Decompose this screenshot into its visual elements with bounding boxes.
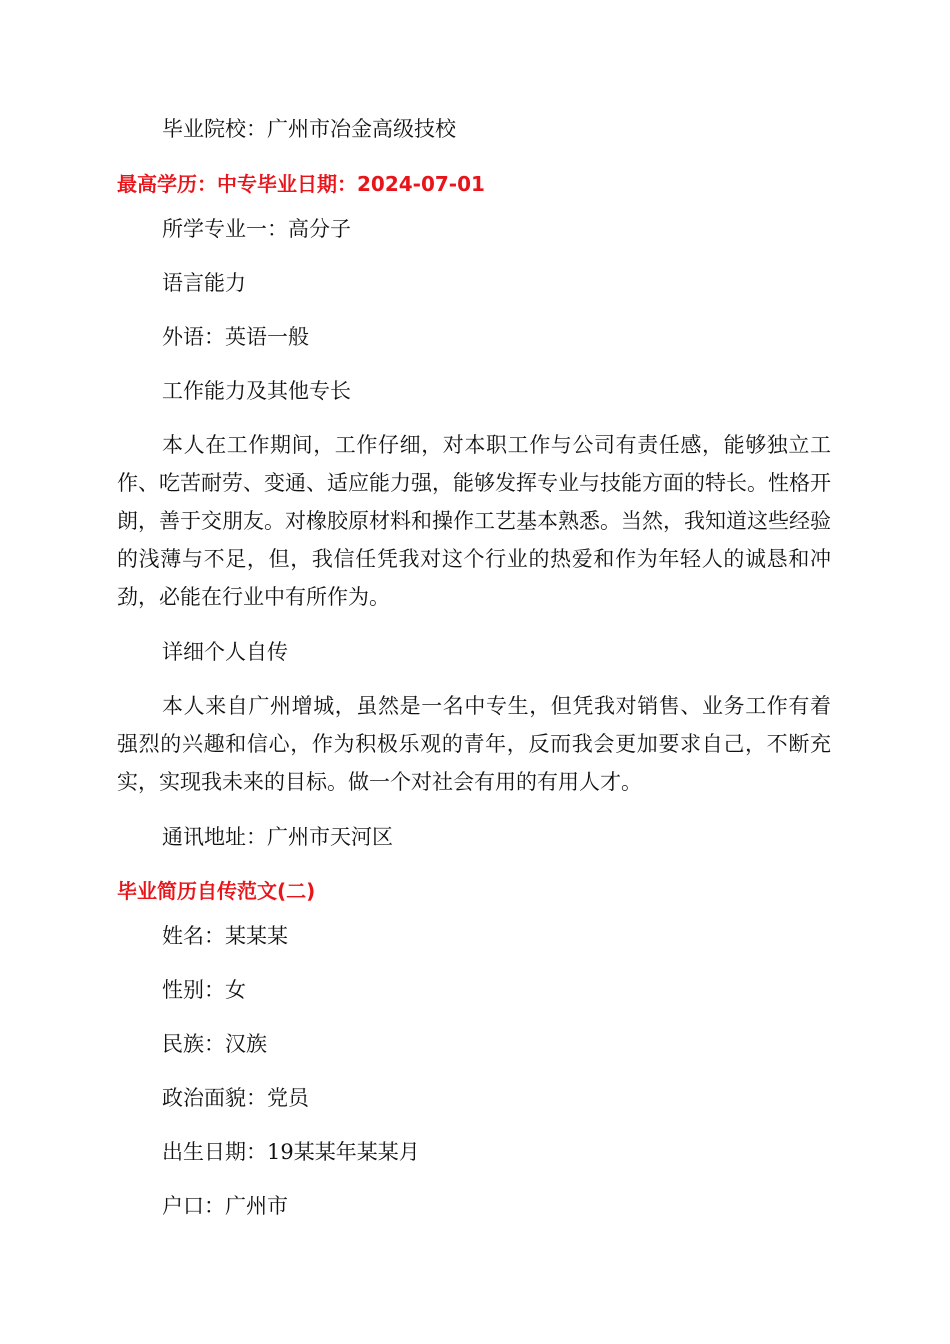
political-status-line: 政治面貌：党员 [162, 1086, 309, 1110]
ethnicity-line: 民族：汉族 [162, 1032, 267, 1056]
gender-line: 性别：女 [162, 978, 246, 1002]
major-line: 所学专业一：高分子 [162, 217, 351, 241]
skills-heading: 工作能力及其他专长 [162, 379, 351, 403]
section2-heading: 毕业简历自传范文(二) [117, 879, 316, 903]
language-heading: 语言能力 [162, 271, 246, 295]
bio-paragraph: 本人来自广州增城，虽然是一名中专生，但凭我对销售、业务工作有着强烈的兴趣和信心，作为积极乐观的青年，反而我会更加要求自己，不断充实，实现我未来的目标。做一个对社会有用的有用人才。 [117, 694, 831, 794]
hukou-line: 户口：广州市 [162, 1194, 288, 1218]
bio-heading: 详细个人自传 [162, 640, 288, 664]
address-line: 通讯地址：广州市天河区 [162, 825, 393, 849]
name-line: 姓名：某某某 [162, 924, 288, 948]
education-heading: 最高学历：中专毕业日期：2024-07-01 [117, 172, 485, 196]
foreign-language-line: 外语：英语一般 [162, 325, 309, 349]
birth-date-line: 出生日期：19某某年某某月 [162, 1140, 420, 1164]
skills-paragraph: 本人在工作期间，工作仔细，对本职工作与公司有责任感，能够独立工作、吃苦耐劳、变通、适应能力强，能够发挥专业与技能方面的特长。性格开朗，善于交朋友。对橡胶原材料和操作工艺基本熟悉。当然，我知道这些经验的浅薄与不足，但，我信任凭我对这个行业的热爱和作为年轻人的诚恳和冲劲，必能在行业中有所作为。 [117, 433, 831, 609]
school-line: 毕业院校：广州市冶金高级技校 [162, 117, 456, 141]
